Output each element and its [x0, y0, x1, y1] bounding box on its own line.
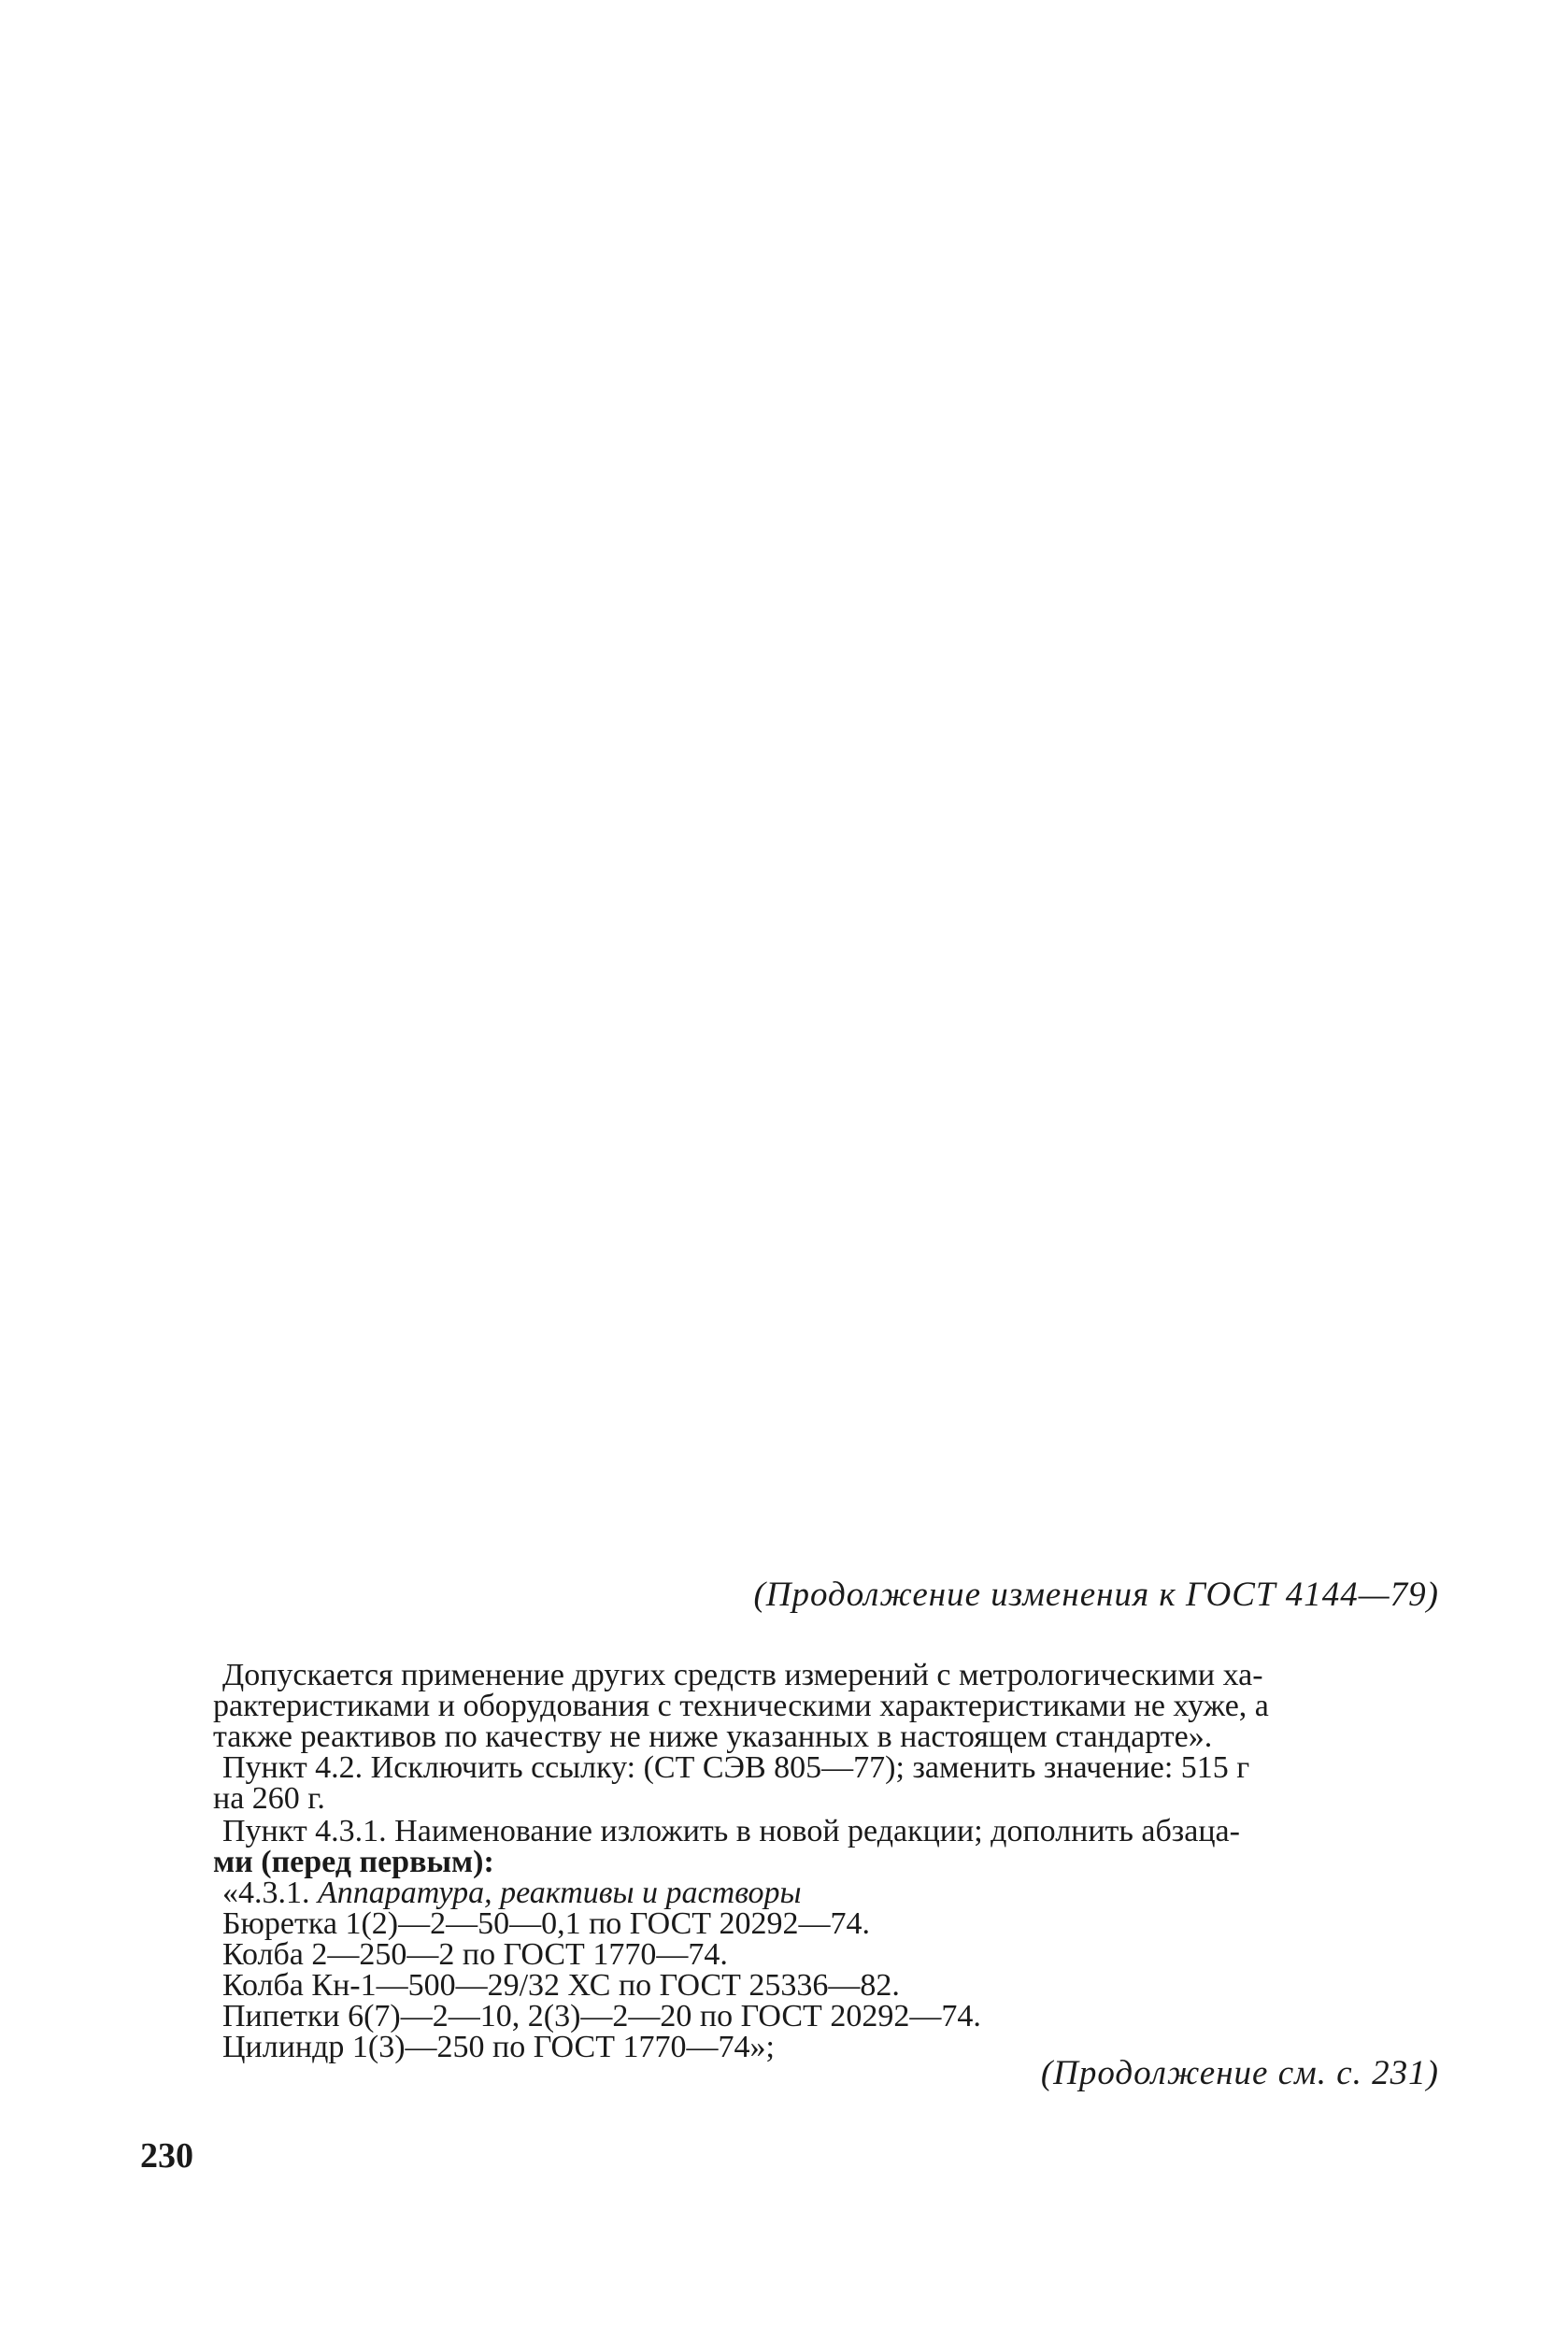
list-item: Бюретка 1(2)—2—50—0,1 по ГОСТ 20292—74. — [222, 1906, 871, 1941]
section-heading-4-3-1 — [204, 1877, 1439, 1908]
body-text — [204, 1660, 1439, 2062]
list-item: Пипетки 6(7)—2—10, 2(3)—2—20 по ГОСТ 20292—74. — [222, 1999, 981, 2033]
paragraph-clause-4-3-1 — [204, 1816, 1439, 1877]
text-line — [204, 1877, 1439, 1908]
paragraph-clause-4-2 — [204, 1752, 1439, 1814]
list-item: Колба 2—250—2 по ГОСТ 1770—74. — [222, 1937, 728, 1972]
text-line: ми (перед первым): — [213, 1845, 494, 1879]
section-title: Аппаратура, реактивы и растворы — [318, 1876, 802, 1910]
continuation-header: (Продолжение изменения к ГОСТ 4144—79) — [753, 1576, 1439, 1614]
continuation-footer: (Продолжение см. с. 231) — [1040, 2054, 1439, 2092]
text-line: Пункт 4.2. Исключить ссылку: (СТ СЭВ 805—77); заменить значение: 515 г — [222, 1750, 1250, 1785]
text-line: также реактивов по качеству не ниже указанных в настоящем стандарте». — [213, 1719, 1213, 1754]
equipment-list — [204, 1908, 1439, 2062]
list-item: Колба Кн-1—500—29/32 ХС по ГОСТ 25336—82. — [222, 1968, 900, 2003]
text-line: Пункт 4.3.1. Наименование изложить в новой редакции; дополнить абзаца- — [222, 1814, 1240, 1848]
list-item: Цилиндр 1(3)—250 по ГОСТ 1770—74»; — [222, 2030, 775, 2064]
section-number: «4.3.1. — [222, 1876, 310, 1910]
paragraph-measurement-means — [204, 1660, 1439, 1752]
text-line: на 260 г. — [213, 1781, 325, 1816]
text-line: Допускается применение других средств измерений с метрологическими ха- — [222, 1658, 1263, 1692]
text-line: рактеристиками и оборудования с техническими характеристиками не хуже, а — [213, 1689, 1269, 1723]
page-number: 230 — [140, 2136, 193, 2176]
